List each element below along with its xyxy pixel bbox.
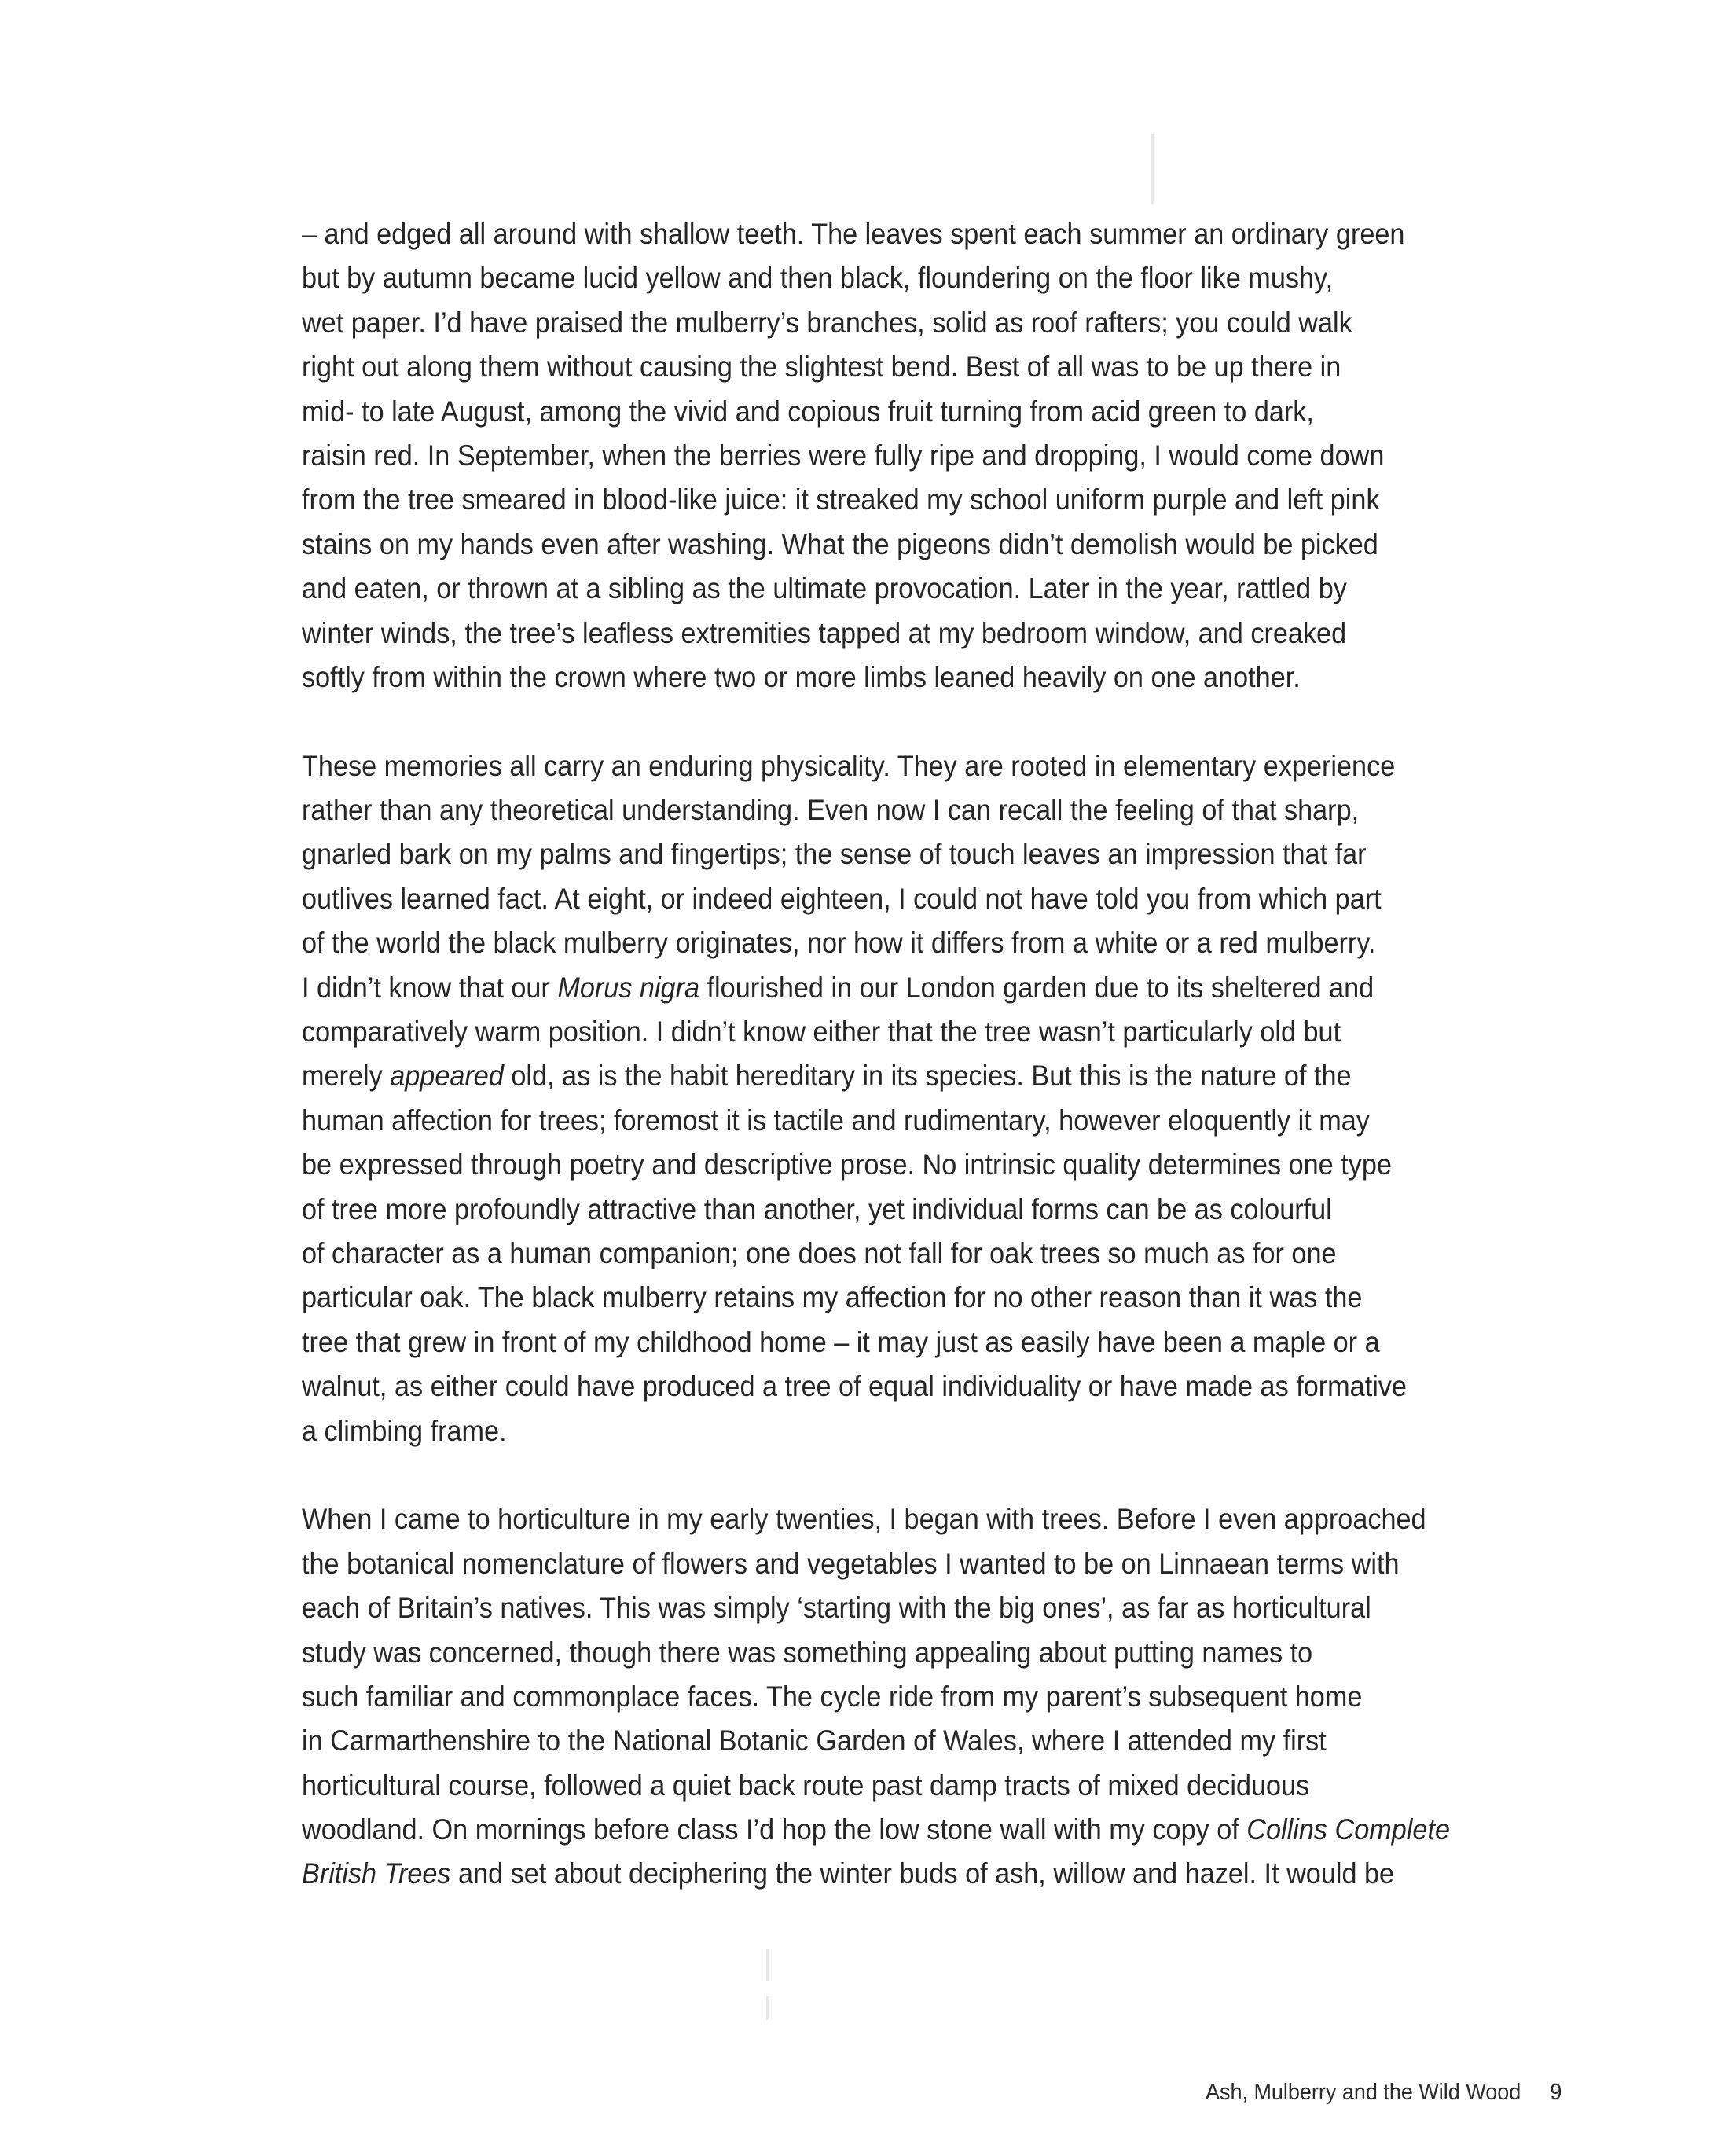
italic-title: appeared [390,1060,504,1093]
text-run: merely [302,1060,391,1093]
text-line: of tree more profoundly attractive than another, yet individual forms can be as colourful [302,1192,1332,1225]
scan-artifact [766,1996,769,2020]
text-line: comparatively warm position. I didn’t know either that the tree wasn’t particularly old but [302,1016,1341,1049]
text-line: from the tree smeared in blood-like juice: it streaked my school uniform purple and left pink [302,483,1380,516]
scan-artifact [766,1949,769,1981]
running-title: Ash, Mulberry and the Wild Wood [1206,2080,1521,2105]
text-line: – and edged all around with shallow teeth. The leaves spent each summer an ordinary green [302,218,1405,250]
text-line: mid- to late August, among the vivid and copious fruit turning from acid green to dark, [302,395,1314,428]
scan-artifact [1151,134,1154,204]
paragraph [302,212,1528,700]
text-line: horticultural course, followed a quiet back route past damp tracts of mixed deciduous [302,1769,1310,1802]
page-number: 9 [1550,2080,1562,2105]
text-line: These memories all carry an enduring physicality. They are rooted in elementary experience [302,749,1396,782]
italic-title: Morus nigra [557,971,700,1004]
text-run: woodland. On mornings before class I’d hop the low stone wall with my copy of [302,1813,1247,1846]
text-line: walnut, as either could have produced a tree of equal individuality or have made as formative [302,1370,1407,1403]
italic-title: British Trees [302,1857,451,1890]
text-line: such familiar and commonplace faces. The cycle ride from my parent’s subsequent home [302,1680,1363,1713]
text-line: winter winds, the tree’s leafless extremities tapped at my bedroom window, and creaked [302,616,1347,649]
paragraph [302,1497,1528,1897]
text-line: rather than any theoretical understanding. Even now I can recall the feeling of that sharp, [302,794,1360,827]
text-line: human affection for trees; foremost it is tactile and rudimentary, however eloquently it may [302,1104,1370,1137]
body-text [302,212,1528,1941]
text-line: stains on my hands even after washing. What the pigeons didn’t demolish would be picked [302,527,1378,560]
text-line: tree that grew in front of my childhood home – it may just as easily have been a maple or a [302,1325,1380,1358]
text-line: be expressed through poetry and descriptive prose. No intrinsic quality determines one type [302,1148,1392,1181]
text-line: and eaten, or thrown at a sibling as the ultimate provocation. Later in the year, rattled by [302,572,1347,605]
text-line [302,1054,1436,1098]
text-line [302,966,1436,1010]
text-run: old, as is the habit hereditary in its species. But this is the nature of the [503,1060,1352,1093]
text-run: I didn’t know that our [302,971,558,1004]
page-footer [1206,2080,1562,2106]
text-line: raisin red. In September, when the berries were fully ripe and dropping, I would come down [302,439,1385,472]
text-line: of character as a human companion; one does not fall for oak trees so much as for one [302,1236,1337,1269]
text-line: a climbing frame. [302,1414,507,1447]
text-line: outlives learned fact. At eight, or indeed eighteen, I could not have told you from which part [302,882,1382,915]
text-line: each of Britain’s natives. This was simply ‘starting with the big ones’, as far as horticultural [302,1592,1371,1625]
text-line: but by autumn became lucid yellow and then black, floundering on the floor like mushy, [302,262,1334,295]
text-run: and set about deciphering the winter buds of ash, willow and hazel. It would be [450,1857,1395,1890]
text-line: softly from within the crown where two or more limbs leaned heavily on one another. [302,660,1301,693]
text-line [302,1852,1436,1896]
text-line: the botanical nomenclature of flowers and vegetables I wanted to be on Linnaean terms with [302,1547,1400,1580]
text-run: flourished in our London garden due to its sheltered and [699,971,1374,1004]
text-line [302,1808,1450,1852]
text-line: wet paper. I’d have praised the mulberry’s branches, solid as roof rafters; you could walk [302,306,1352,339]
text-line: gnarled bark on my palms and fingertips; the sense of touch leaves an impression that far [302,838,1367,871]
text-line: in Carmarthenshire to the National Botanic Garden of Wales, where I attended my first [302,1724,1327,1758]
text-line: particular oak. The black mulberry retains my affection for no other reason than it was the [302,1281,1363,1314]
text-line: study was concerned, though there was something appealing about putting names to [302,1636,1313,1669]
paragraph [302,744,1528,1453]
text-line: When I came to horticulture in my early twenties, I began with trees. Before I even approached [302,1503,1426,1536]
text-line: right out along them without causing the slightest bend. Best of all was to be up there in [302,351,1341,384]
text-line: of the world the black mulberry originates, nor how it differs from a white or a red mulberry. [302,927,1376,960]
italic-title: Collins Complete [1246,1813,1450,1846]
